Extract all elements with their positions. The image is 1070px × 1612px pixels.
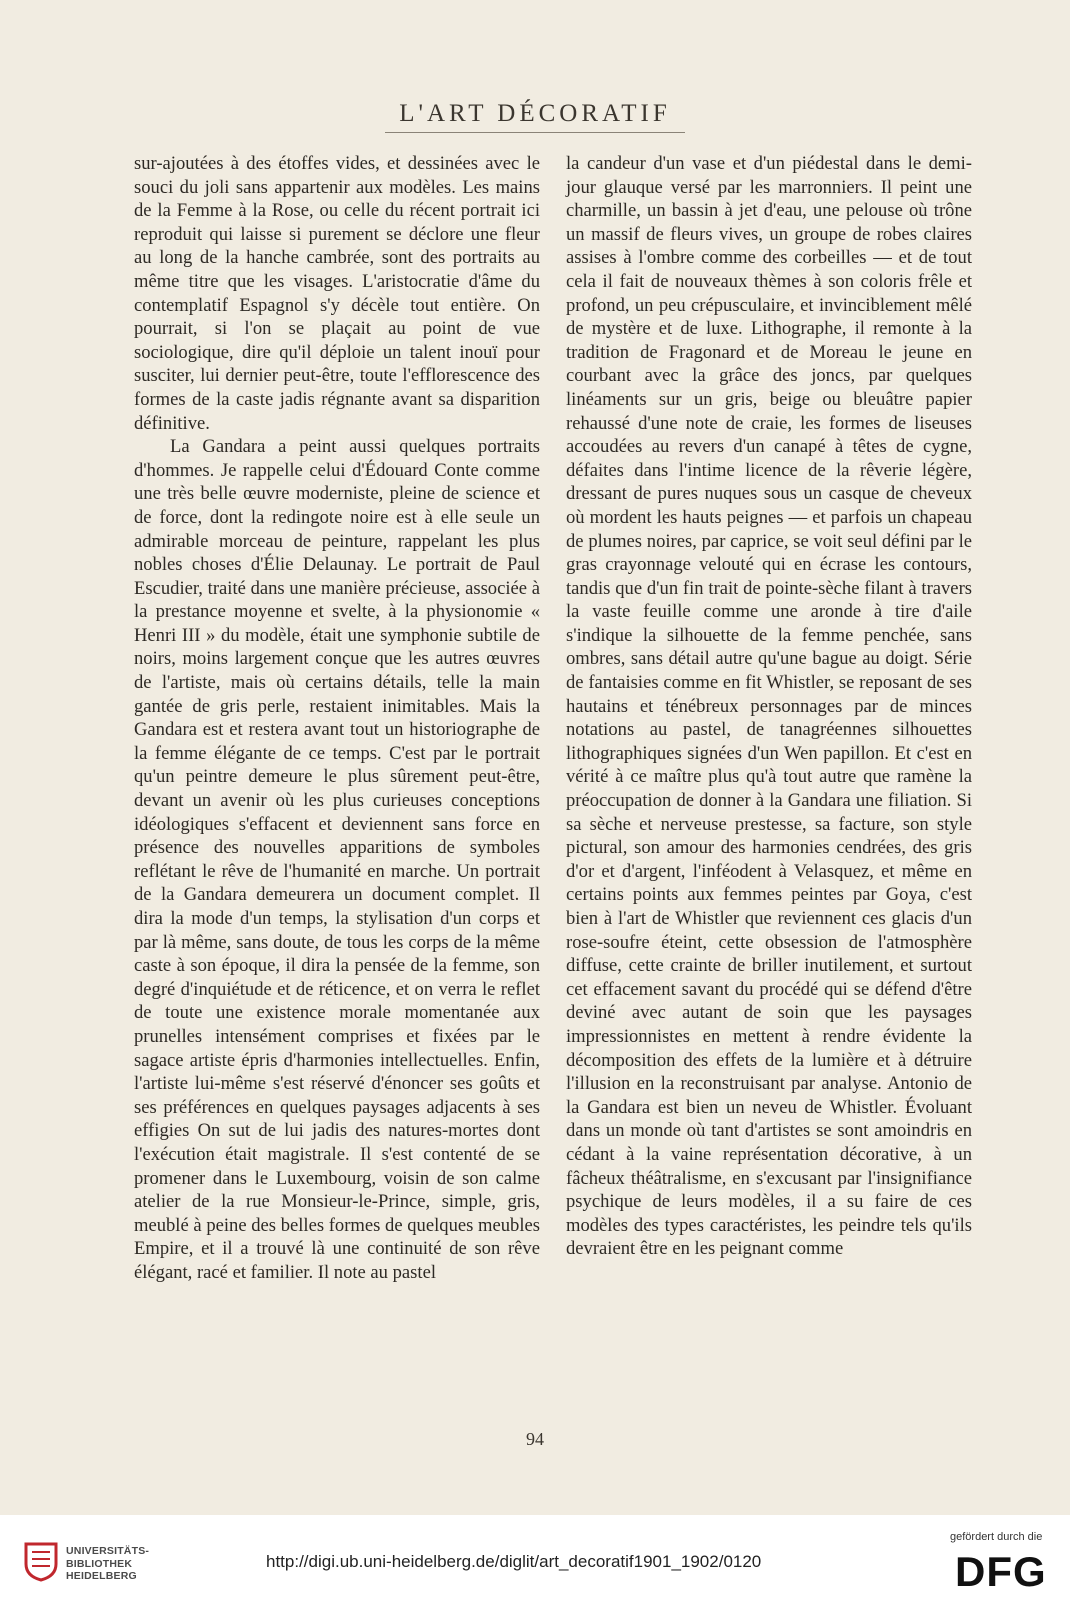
paragraph-left-1: sur-ajoutées à des étoffes vides, et dessinées avec le souci du joli sans appartenir aux modèles. Les mains de la Femme à la Rose, ou celle du récent portrait ici reproduit qui laisse si purement se déclore une fleur au long de la hanche cambrée, sont des portraits au même titre que les visages. L'aristocratie d'âme du contemplatif Espagnol s'y décèle tout entière. On pourrait, si l'on se plaçait au point de vue sociologique, dire qu'il déploie un talent inouï pour susciter, lui dernier peut-être, toute l'efflorescence des formes de la caste jadis régnante avant sa disparition définitive. (134, 153, 540, 434)
header-rule (385, 132, 685, 133)
permalink-url[interactable]: http://digi.ub.uni-heidelberg.de/diglit/art_decoratif1901_1902/0120 (266, 1552, 762, 1571)
running-title: L'ART DÉCORATIF (399, 100, 671, 127)
text-column-right (566, 152, 972, 1261)
text-column-left (134, 152, 540, 1285)
paragraph-right-1: la candeur d'un vase et d'un piédestal dans le demi-jour glauque versé par les marronniers. Il peint une charmille, un bassin à jet d'eau, une pelouse où trône un massif de fleurs vives, un groupe de robes claires assises à l'ombre comme des corbeilles — et de tout cela il fait de nouveaux thèmes à son coloris frêle et profond, un peu crépusculaire, et invinciblement mêlé de mystère et de luxe. Lithographe, il remonte à la tradition de Fragonard et de Moreau le jeune en courbant avec la grâce des joncs, par quelques linéaments sur un gris, beige ou bleuâtre papier rehaussé d'une note de craie, les formes de liseuses accoudées au revers d'un canapé à têtes de cygne, défaites dans l'intime licence de la rêverie légère, dressant de pures nuques sous un casque de cheveux où mordent les hauts peignes — et parfois un chapeau de plumes noires, par caprice, se voit seul défini par le gras crayonnage velouté qui en écrase les contours, tandis que d'un fin trait de pointe-sèche filant à travers la vaste feuille comme une aronde à tire d'aile s'indique la silhouette de la femme penchée, sans ombres, sans détail autre qu'une bague au doigt. Série de fantaisies comme en fit Whistler, se reposant de ses hautains et ténébreux personnages par de minces notations au pastel, de tanagréennes silhouettes lithographiques signées d'un Wen papillon. Et c'est en vérité à ce maître plus qu'à tout autre que ramène la préoccupation de donner à la Gandara une filiation. Si sa sèche et nerveuse prestesse, sa facture, son style pictural, son amour des harmonies cendrées, des gris d'or et d'argent, l'inféodent à Velasquez, et même en certains points aux femmes peintes par Goya, c'est bien à l'art de Whistler que reviennent ces glacis d'un rose-soufre éteint, cette obsession de l'atmosphère diffuse, cette crainte de briller inutilement, et surtout cet effacement savant du procédé qui se défend d'être deviné avec autant de soin que les paysages impressionnistes en mettent à rendre évidente la décomposition des effets de la lumière et à détruire l'illusion en la reconstruisant par analyse. Antonio de la Gandara est bien un neveu de Whistler. Évoluant dans un monde où tant d'artistes se sont amoindris en cédant à la vaine représentation décorative, à un fâcheux théâtralisme, en s'excusant par l'insignifiance psychique de leurs modèles, il a su faire de ces modèles des types caractéristes, les peindre tels qu'ils devraient être en les peignant comme (566, 153, 972, 1260)
page-number: 94 (526, 1429, 544, 1449)
institution-line-2: BIBLIOTHEK (66, 1557, 133, 1570)
institution-line-3: HEIDELBERG (66, 1570, 137, 1582)
institution-line-1: UNIVERSITÄTS- (66, 1545, 150, 1557)
paragraph-left-2: La Gandara a peint aussi quelques portraits d'hommes. Je rappelle celui d'Édouard Conte comme une très belle œuvre moderniste, pleine de science et de force, dont la redingote noire est à elle seule un admirable morceau de peinture, rappelant les plus nobles choses d'Élie Delaunay. Le portrait de Paul Escudier, traité dans une manière précieuse, associée à la prestance moyenne et svelte, à la physionomie « Henri III » du modèle, était une symphonie subtile de noirs, moins largement conçue que les autres œuvres de l'artiste, mais où certains détails, telle la main gantée de gris perle, restaient inimitables. Mais la Gandara est et restera avant tout un historiographe de la femme élégante de ce temps. C'est par le portrait qu'un peintre demeure le plus sûrement peut-être, devant un avenir où les plus curieuses conceptions idéologiques s'effacent et deviennent sans force en présence des nouvelles apparitions de symboles reflétant le rêve de l'humanité en marche. Un portrait de la Gandara demeurera un document complet. Il dira la mode d'un temps, la stylisation d'un corps et par là même, sans doute, de tous les corps de la même caste à son époque, il dira la pensée de la femme, son degré d'inquiétude et de réticence, et on verra le reflet de toute une existence morale momentanée aux prunelles intensément comprises et fixées par le sagace artiste épris d'harmonies intellectuelles. Enfin, l'artiste lui-même s'est réservé d'énoncer ses goûts et ses préférences en quelques paysages adjacents à ses effigies On sut de lui jadis des natures-mortes dont l'exécution était magistrale. Il s'est contenté de se promener dans le Luxembourg, voisin de son calme atelier de la rue Monsieur-le-Prince, simple, gris, meublé à peine des belles formes de quelques meubles Empire, et il a trouvé là une continuité de son rêve élégant, racé et familier. Il note au pastel (134, 436, 540, 1283)
university-name (66, 1545, 149, 1583)
university-seal-icon (22, 1540, 60, 1582)
funding-caption: gefördert durch die (950, 1531, 1043, 1543)
dfg-logo: DFG (955, 1548, 1047, 1595)
